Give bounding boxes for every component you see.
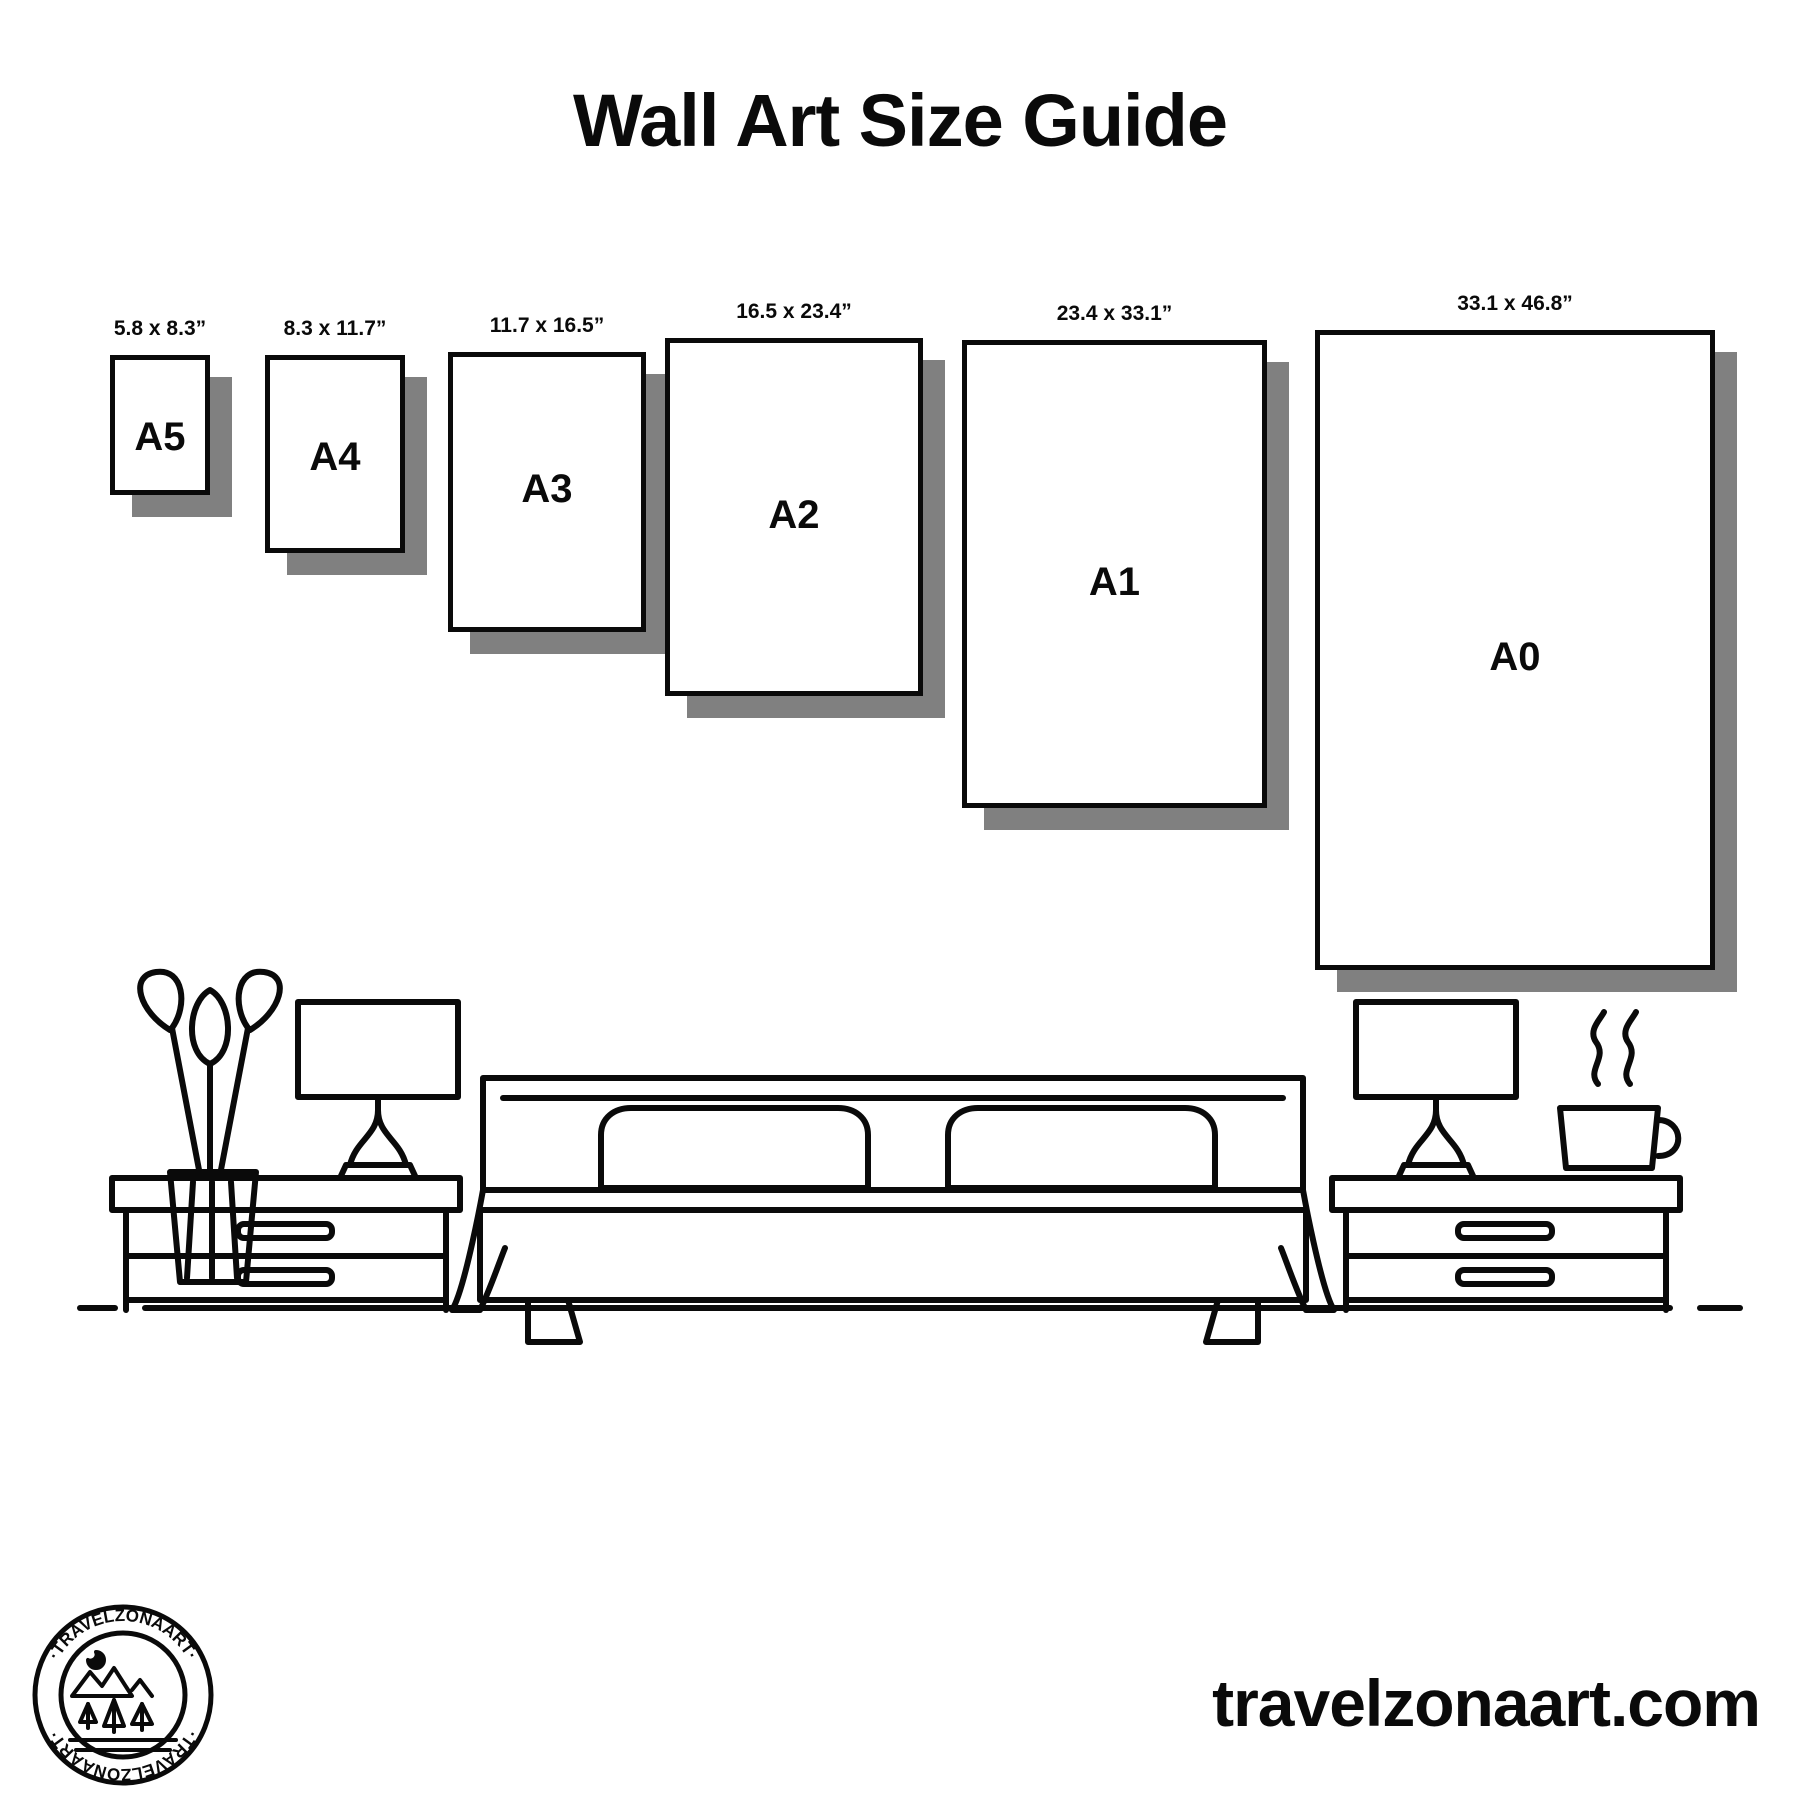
frame-label-a1: A1 <box>1088 560 1141 604</box>
logo-text-bottom: ·TRAVELZONAART· <box>44 1727 202 1785</box>
frame-label-a5: A5 <box>134 415 186 459</box>
logo-text-top: ·TRAVELZONAART· <box>44 1605 202 1663</box>
coffee-cup-icon <box>1560 1012 1678 1168</box>
frame-dimension-label-a1: 23.4 x 33.1” <box>1056 302 1173 325</box>
frame-label-a3: A3 <box>521 467 573 511</box>
frame-a2[interactable] <box>665 300 923 696</box>
frame-a4[interactable] <box>265 317 405 553</box>
frame-label-a4: A4 <box>309 435 361 479</box>
frame-a0[interactable] <box>1315 292 1715 970</box>
right-nightstand-icon <box>1332 1178 1680 1310</box>
frame-box-a0[interactable] <box>1315 330 1715 970</box>
frame-box-a2[interactable] <box>665 338 923 696</box>
frame-a3[interactable] <box>448 314 646 632</box>
frame-dimension-label-a4: 8.3 x 11.7” <box>283 317 387 340</box>
frame-a5[interactable] <box>110 317 210 495</box>
frame-label-a2: A2 <box>768 493 820 537</box>
brand-logo <box>28 1600 218 1790</box>
left-nightstand-icon <box>112 1178 460 1310</box>
frame-dimension-label-a3: 11.7 x 16.5” <box>489 314 605 337</box>
left-lamp-icon <box>298 1002 458 1178</box>
frame-label-a0: A0 <box>1489 635 1541 679</box>
bedroom-illustration <box>60 960 1760 1380</box>
site-url: travelzonaart.com <box>1212 1666 1760 1740</box>
right-lamp-icon <box>1356 1002 1516 1178</box>
frame-dimension-label-a5: 5.8 x 8.3” <box>113 317 207 340</box>
page-title: Wall Art Size Guide <box>573 79 1227 162</box>
frame-a1[interactable] <box>962 302 1267 808</box>
frame-dimension-label-a0: 33.1 x 46.8” <box>1457 292 1573 315</box>
frame-box-a1[interactable] <box>962 340 1267 808</box>
bed-icon <box>452 1078 1334 1342</box>
frame-dimension-label-a2: 16.5 x 23.4” <box>736 300 852 323</box>
frame-box-a3[interactable] <box>448 352 646 632</box>
frame-box-a4[interactable] <box>265 355 405 553</box>
frame-box-a5[interactable] <box>110 355 210 495</box>
